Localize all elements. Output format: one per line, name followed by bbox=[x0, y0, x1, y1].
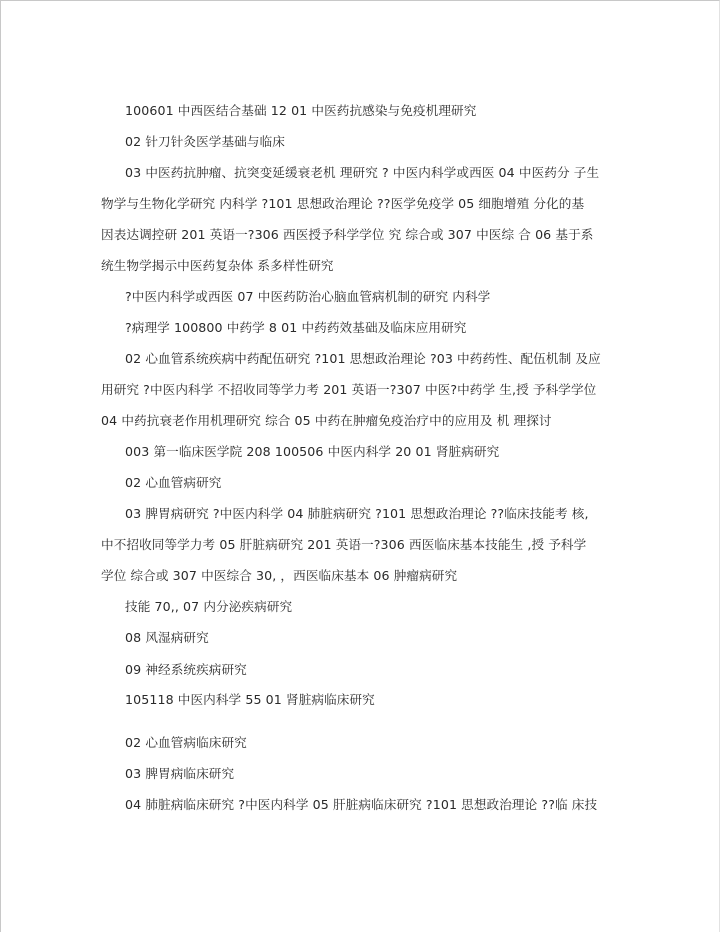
text-line: 09 神经系统疾病研究 bbox=[125, 662, 247, 677]
text-line: 100601 中西医结合基础 12 01 中医药抗感染与免疫机理研究 bbox=[125, 103, 477, 118]
text-line: 因表达调控研 201 英语一?306 西医授予科学学位 究 综合或 307 中医综 合 06 基于系 bbox=[101, 227, 594, 242]
text-line: 04 中药抗衰老作用机理研究 综合 05 中药在肿瘤免疫治疗中的应用及 机 理探讨 bbox=[101, 413, 552, 428]
text-line: 02 心血管病研究 bbox=[125, 475, 222, 490]
text-line: 学位 综合或 307 中医综合 30, ，西医临床基本 06 肿瘤病研究 bbox=[101, 568, 458, 583]
text-line: 03 脾胃病临床研究 bbox=[125, 766, 235, 781]
text-line: 统生物学揭示中医药复杂体 系多样性研究 bbox=[101, 258, 334, 273]
text-line: ?中医内科学或西医 07 中医药防治心脑血管病机制的研究 内科学 bbox=[125, 289, 491, 304]
text-line: 02 心血管病临床研究 bbox=[125, 735, 247, 750]
text-line: 03 中医药抗肿瘤、抗突变延缓衰老机 理研究 ? 中医内科学或西医 04 中医药分 子生 bbox=[125, 165, 600, 180]
text-line: ?病理学 100800 中药学 8 01 中药药效基础及临床应用研究 bbox=[125, 320, 467, 335]
text-line: 用研究 ?中医内科学 不招收同等学力考 201 英语一?307 中医?中药学 生,授 予科学学位 bbox=[101, 382, 597, 397]
text-line: 02 针刀针灸医学基础与临床 bbox=[125, 134, 285, 149]
text-line: 03 脾胃病研究 ?中医内科学 04 肺脏病研究 ?101 思想政治理论 ??临床技能考 核, bbox=[125, 506, 589, 521]
text-line: 04 肺脏病临床研究 ?中医内科学 05 肝脏病临床研究 ?101 思想政治理论 ??临 床技 bbox=[125, 797, 598, 812]
text-line: 中不招收同等学力考 05 肝脏病研究 201 英语一?306 西医临床基本技能生 ,授 予科学 bbox=[101, 537, 587, 552]
text-line: 08 风湿病研究 bbox=[125, 630, 209, 645]
text-line: 物学与生物化学研究 内科学 ?101 思想政治理论 ??医学免疫学 05 细胞增殖 分化的基 bbox=[101, 196, 585, 211]
text-line: 02 心血管系统疾病中药配伍研究 ?101 思想政治理论 ?03 中药药性、配伍机制 及应 bbox=[125, 351, 601, 366]
text-line: 技能 70,, 07 内分泌疾病研究 bbox=[125, 599, 293, 614]
text-line: 003 第一临床医学院 208 100506 中医内科学 20 01 肾脏病研究 bbox=[125, 444, 500, 459]
text-line: 105118 中医内科学 55 01 肾脏病临床研究 bbox=[125, 692, 375, 707]
